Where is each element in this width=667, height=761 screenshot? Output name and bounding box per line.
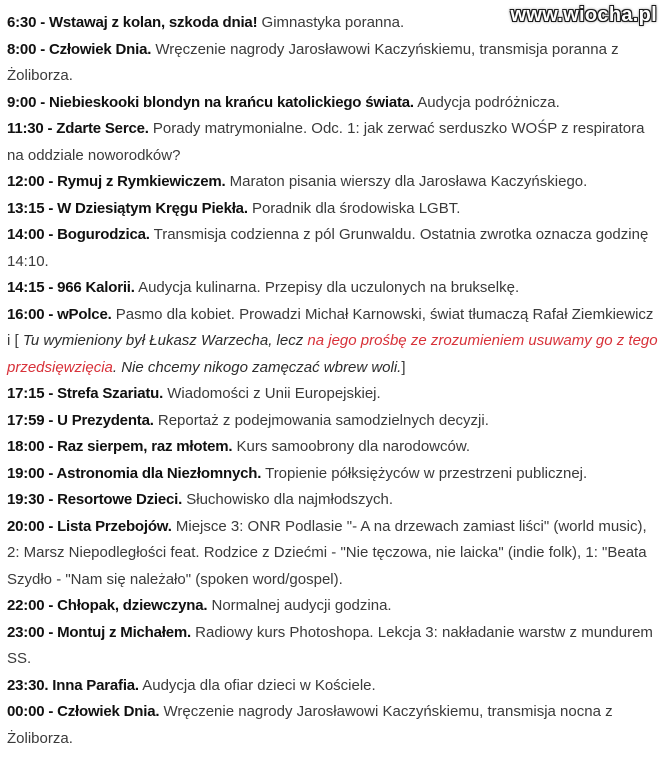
entry-heading: 19:00 - Astronomia dla Niezłomnych.	[7, 464, 262, 482]
entry-heading: 20:00 - Lista Przebojów.	[7, 517, 172, 535]
schedule-entry	[7, 90, 659, 117]
entry-heading: 17:59 - U Prezydenta.	[7, 411, 154, 429]
entry-description: Porady matrymonialne. Odc. 1: jak zerwać serduszko WOŚP z respiratora na oddziale noworodków?	[7, 120, 645, 164]
entry-heading: 23:30. Inna Parafia.	[7, 676, 139, 694]
entry-description: Wiadomości z Unii Europejskiej.	[163, 385, 381, 402]
entry-heading: 12:00 - Rymuj z Rymkiewiczem.	[7, 173, 226, 190]
entry-heading: 16:00 - wPolce.	[7, 305, 112, 323]
entry-description: Reportaż z podejmowania samodzielnych decyzji.	[153, 411, 489, 429]
entry-description: Transmisja codzienna z pól Grunwaldu. Ostatnia zwrotka oznacza godzinę 14:10.	[7, 226, 649, 270]
entry-heading: 22:00 - Chłopak, dziewczyna.	[7, 597, 208, 614]
editor-note-close: ]	[401, 358, 406, 376]
entry-heading: 18:00 - Raz sierpem, raz młotem.	[7, 438, 233, 455]
entry-heading: 9:00 - Niebieskooki blondyn na krańcu katolickiego świata.	[7, 93, 414, 111]
entry-description: Maraton pisania wierszy dla Jarosława Kaczyńskiego.	[225, 173, 588, 190]
entry-heading: 00:00 - Człowiek Dnia.	[7, 703, 160, 720]
schedule-entry	[7, 593, 659, 620]
entry-description: Radiowy kurs Photoshopa. Lekcja 3: nakładanie warstw z mundurem SS.	[7, 623, 653, 667]
schedule-document	[7, 10, 659, 752]
entry-description: Audycja podróżnicza.	[413, 93, 560, 111]
entry-heading: 23:00 - Montuj z Michałem.	[7, 623, 191, 641]
entry-heading: 17:15 - Strefa Szariatu.	[7, 385, 164, 402]
entry-description: Normalnej audycji godzina.	[207, 597, 392, 614]
entry-description: Kurs samoobrony dla narodowców.	[232, 438, 471, 455]
schedule-entry	[7, 381, 659, 408]
editor-note-start: Tu wymieniony był Łukasz Warzecha, lecz	[18, 332, 308, 349]
schedule-entry	[7, 514, 659, 594]
entry-heading: 11:30 - Zdarte Serce.	[7, 120, 149, 137]
editor-note	[7, 332, 658, 376]
entry-description: Gimnastyka poranna.	[257, 14, 405, 31]
entry-description: Wręczenie nagrody Jarosławowi Kaczyńskiemu, transmisja nocna z Żoliborza.	[7, 703, 613, 747]
schedule-entry	[7, 169, 659, 196]
schedule-entry	[7, 461, 659, 488]
entry-description: Pasmo dla kobiet. Prowadzi Michał Karnowski, świat tłumaczą Rafał Ziemkiewicz i [	[7, 305, 654, 349]
schedule-entry	[7, 10, 659, 37]
entry-description: Audycja dla ofiar dzieci w Kościele.	[138, 676, 376, 694]
entry-heading: 14:00 - Bogurodzica.	[7, 226, 150, 243]
entry-description: Miejsce 3: ONR Podlasie "- A na drzewach zamiast liści" (world music), 2: Marsz Niepodległości feat. Rodzice z Dziećmi - "Nie tęczowa, nie laicka" (indie folk), 1: "Beata Szydło - "Nam się należało" (spoken word/gospel).	[7, 517, 647, 588]
schedule-entry	[7, 673, 659, 700]
editor-note-end: . Nie chcemy nikogo zamęczać wbrew woli.	[112, 358, 402, 376]
entry-description: Audycja kulinarna. Przepisy dla uczulonych na brukselkę.	[134, 279, 520, 296]
entry-heading: 13:15 - W Dziesiątym Kręgu Piekła.	[7, 199, 248, 217]
watermark-logo: www.wiocha.pl	[510, 4, 657, 26]
entry-heading: 6:30 - Wstawaj z kolan, szkoda dnia!	[7, 14, 258, 31]
schedule-entry	[7, 37, 659, 90]
schedule-entry	[7, 434, 659, 461]
editor-note-highlight: na jego prośbę ze zrozumieniem usuwamy go z tego przedsięwzięcia	[7, 332, 658, 376]
schedule-entry	[7, 620, 659, 673]
entry-heading: 19:30 - Resortowe Dzieci.	[7, 491, 183, 508]
schedule-entry	[7, 222, 659, 275]
schedule-entry	[7, 487, 659, 514]
schedule-entry	[7, 116, 659, 169]
entry-heading: 14:15 - 966 Kalorii.	[7, 279, 135, 296]
entry-description: Tropienie półksiężyców w przestrzeni publicznej.	[261, 464, 588, 482]
schedule-entry	[7, 302, 659, 382]
schedule-entry	[7, 408, 659, 435]
entry-description: Wręczenie nagrody Jarosławowi Kaczyńskiemu, transmisja poranna z Żoliborza.	[7, 40, 619, 84]
entry-description: Poradnik dla środowiska LGBT.	[247, 199, 461, 217]
entry-description: Słuchowisko dla najmłodszych.	[182, 491, 394, 508]
entry-heading: 8:00 - Człowiek Dnia.	[7, 40, 152, 58]
schedule-entry	[7, 275, 659, 302]
schedule-entry	[7, 699, 659, 752]
schedule-entry	[7, 196, 659, 223]
